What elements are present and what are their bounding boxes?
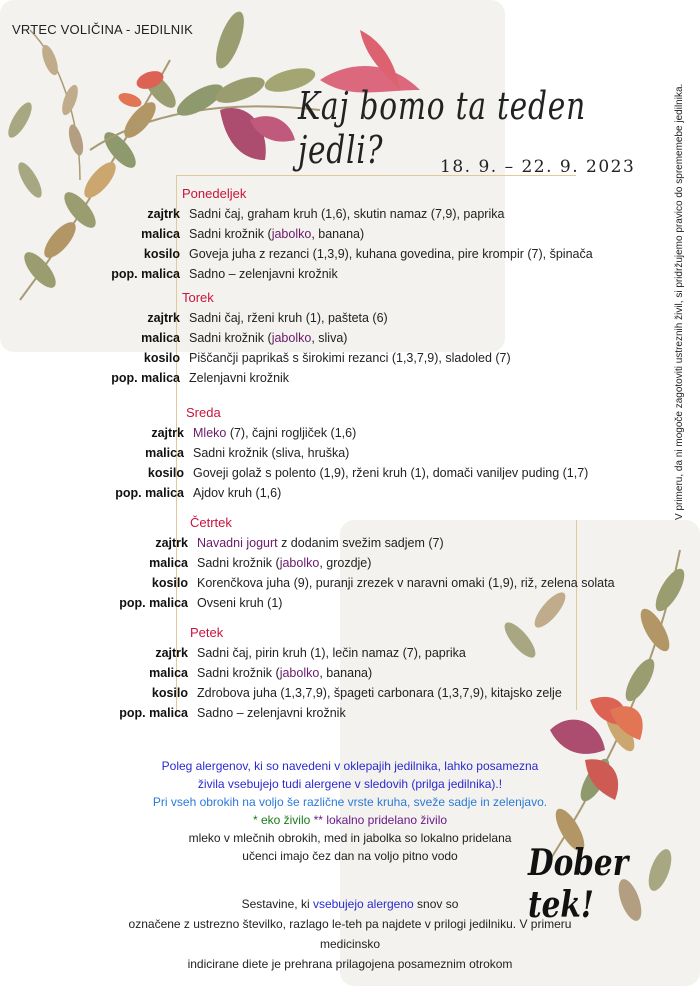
day-name: Ponedeljek: [182, 186, 247, 201]
meal-row: [110, 244, 593, 264]
meal-row: [114, 443, 588, 463]
day-tuesday: [110, 290, 511, 388]
eko-item: jabolko: [279, 556, 320, 570]
meal-row: [118, 573, 615, 593]
note-line: mleko v mlečnih obrokih, med in jabolka so lokalno pridelana: [188, 831, 512, 845]
meal-label: pop. malica: [119, 596, 188, 610]
day-thursday: [118, 515, 615, 613]
meal-text: Sadni krožnik (sliva, hruška): [193, 446, 350, 460]
meal-row: [118, 643, 562, 663]
meal-row: [110, 308, 511, 328]
kindergarten-title: VRTEC VOLIČINA - JEDILNIK: [12, 22, 194, 37]
meal-text: Sadni krožnik (jabolko, banana): [189, 227, 365, 241]
meal-row: [114, 483, 588, 503]
menu-script-title: Kaj bomo ta teden jedli?: [298, 84, 586, 172]
meal-row: [110, 348, 511, 368]
day-wednesday: [114, 405, 588, 503]
meal-text: Zelenjavni krožnik: [189, 371, 290, 385]
eko-item: jabolko: [271, 227, 312, 241]
meal-text: Piščančji paprikaš s širokimi rezanci (1,3,7,9), sladoled (7): [189, 351, 511, 365]
meal-label: pop. malica: [111, 371, 180, 385]
meal-label: kosilo: [151, 686, 188, 700]
meal-text: Mleko (7), čajni rogljiček (1,6): [193, 426, 357, 440]
meal-label: kosilo: [147, 466, 184, 480]
meal-row: [110, 328, 511, 348]
meal-label: malica: [149, 666, 188, 680]
note-line: označene z ustrezno številko, razlago le-teh pa najdete v prilogi jedilniku. V primeru medicinsko: [128, 917, 572, 951]
meal-label: zajtrk: [155, 646, 188, 660]
meal-label: malica: [141, 227, 180, 241]
meal-label: malica: [145, 446, 184, 460]
day-friday: [118, 625, 562, 723]
note-line: Poleg alergenov, ki so navedeni v oklepajih jedilnika, lahko posamezna: [161, 759, 539, 773]
meal-row: [118, 593, 615, 613]
note-line: indicirane diete je prehrana prilagojena posameznim otrokom: [187, 957, 513, 971]
note-line: živila vsebujejo tudi alergene v sledovih (prilga jedilnika).!: [197, 777, 503, 791]
day-name: Torek: [182, 290, 214, 305]
note-line: učenci imajo čez dan na voljo pitno vodo: [242, 849, 458, 863]
day-monday: [110, 186, 593, 284]
meal-text: Korenčkova juha (9), puranji zrezek v naravni omaki (1,9), riž, zelena solata: [197, 576, 615, 590]
week-dates: 18. 9. – 22. 9. 2023: [440, 157, 636, 177]
meal-text: Navadni jogurt z dodanim svežim sadjem (7): [197, 536, 444, 550]
meal-text: Sadno – zelenjavni krožnik: [197, 706, 346, 720]
meal-row: [118, 703, 562, 723]
meal-row: [110, 368, 511, 388]
meal-row: [110, 264, 593, 284]
meal-label: zajtrk: [151, 426, 184, 440]
meal-text: Sadni čaj, rženi kruh (1), pašteta (6): [189, 311, 388, 325]
meal-text: Sadni čaj, graham kruh (1,6), skutin namaz (7,9), paprika: [189, 207, 505, 221]
day-name: Petek: [190, 625, 224, 640]
side-disclaimer: V primeru, da ni mogoče zagotoviti ustreznih živil, si pridržujemo pravico do sprememebe jedilnika.: [674, 83, 685, 520]
meal-row: [118, 533, 615, 553]
meal-row: [118, 553, 615, 573]
day-name: Četrtek: [190, 515, 232, 530]
meal-label: kosilo: [143, 247, 180, 261]
meal-text: Sadni krožnik (jabolko, grozdje): [197, 556, 372, 570]
meal-label: pop. malica: [111, 267, 180, 281]
eko-item: Mleko: [193, 426, 227, 440]
meal-row: [118, 663, 562, 683]
meal-label: zajtrk: [147, 207, 180, 221]
meal-label: pop. malica: [115, 486, 184, 500]
meal-label: zajtrk: [155, 536, 188, 550]
allergen-explanation: [100, 894, 600, 974]
meal-text: Sadni krožnik (jabolko, sliva): [189, 331, 348, 345]
meal-text: Sadno – zelenjavni krožnik: [189, 267, 338, 281]
meal-row: [110, 204, 593, 224]
eko-item: jabolko: [279, 666, 320, 680]
dober-tek-title: Dober tek!: [528, 842, 629, 926]
meal-row: [118, 683, 562, 703]
meal-row: [114, 463, 588, 483]
meal-label: pop. malica: [119, 706, 188, 720]
meal-text: Ovseni kruh (1): [197, 596, 283, 610]
local-legend: ** lokalno pridelano živilo: [313, 813, 448, 827]
meal-label: kosilo: [143, 351, 180, 365]
meal-text: Zdrobova juha (1,3,7,9), špageti carbonara (1,3,7,9), kitajsko zelje: [197, 686, 562, 700]
meal-label: zajtrk: [147, 311, 180, 325]
eko-legend: * eko živilo: [252, 813, 311, 827]
eko-item: jabolko: [271, 331, 312, 345]
meal-text: Sadni krožnik (jabolko, banana): [197, 666, 373, 680]
meal-label: malica: [149, 556, 188, 570]
meal-label: kosilo: [151, 576, 188, 590]
eko-item: Navadni jogurt: [197, 536, 278, 550]
meal-row: [114, 423, 588, 443]
meal-text: Goveji golaž s polento (1,9), rženi kruh (1), domači vaniljev puding (1,7): [193, 466, 589, 480]
meal-text: Sadni čaj, pirin kruh (1), lečin namaz (7), paprika: [197, 646, 466, 660]
meal-text: Goveja juha z rezanci (1,3,9), kuhana govedina, pire krompir (7), špinača: [189, 247, 593, 261]
note-line: Sestavine, ki vsebujejo alergeno snov so: [241, 897, 459, 911]
meal-text: Ajdov kruh (1,6): [193, 486, 282, 500]
meal-row: [110, 224, 593, 244]
meal-label: malica: [141, 331, 180, 345]
note-line: Pri vseh obrokih na voljo še različne vrste kruha, sveže sadje in zelenjavo.: [152, 795, 548, 809]
day-name: Sreda: [186, 405, 221, 420]
legend-line: [90, 811, 610, 829]
